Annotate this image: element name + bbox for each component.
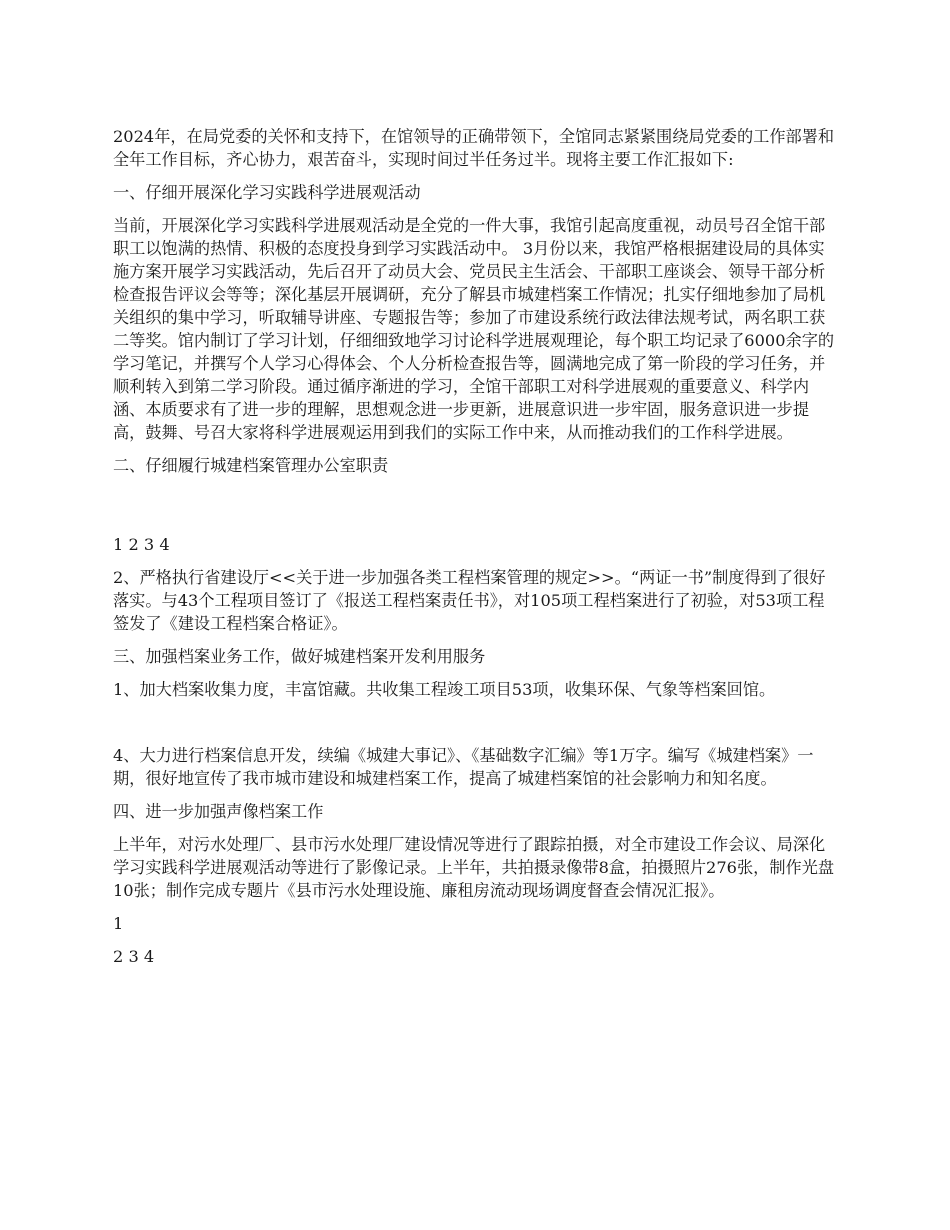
item-4-paragraph: 4、大力进行档案信息开发，续编《城建大事记》、《基础数字汇编》等1万字。编写《城建档案》一期，很好地宣传了我市城市建设和城建档案工作，提高了城建档案馆的社会影响力和知名度。 xyxy=(113,746,814,788)
item-1-paragraph: 1、加大档案收集力度，丰富馆藏。共收集工程竣工项目53项，收集环保、气象等档案回馆。 xyxy=(113,680,776,699)
page-number-1: 1 xyxy=(113,914,124,933)
section-heading-4: 四、进一步加强声像档案工作 xyxy=(113,802,324,821)
item-2-paragraph: 2、严格执行省建设厅<<关于进一步加强各类工程档案管理的规定>>。“两证一书”制度得到了很好落实。与43个工程项目签订了《报送工程档案责任书》，对105项工程档案进行了初验，对53项工程签发了《建设工程档案合格证》。 xyxy=(113,568,826,633)
page-numbers-2-4: 2 3 4 xyxy=(113,947,155,966)
intro-paragraph: 2024年，在局党委的关怀和支持下，在馆领导的正确带领下，全馆同志紧紧围绕局党委的工作部署和全年工作目标，齐心协力，艰苦奋斗，实现时间过半任务过半。现将主要工作汇报如下: xyxy=(113,127,835,169)
list-numbers: 1 2 3 4 xyxy=(113,535,170,554)
document-page xyxy=(113,125,840,968)
section-heading-2: 二、仔细履行城建档案管理办公室职责 xyxy=(113,456,389,475)
section-4-body: 上半年，对污水处理厂、县市污水处理厂建设情况等进行了跟踪拍摄，对全市建设工作会议、局深化学习实践科学进展观活动等进行了影像记录。上半年，共拍摄录像带8盒，拍摄照片276张，制作光盘10张；制作完成专题片《县市污水处理设施、廉租房流动现场调度督查会情况汇报》。 xyxy=(113,835,835,900)
section-heading-1: 一、仔细开展深化学习实践科学进展观活动 xyxy=(113,183,421,202)
section-1-body: 当前，开展深化学习实践科学进展观活动是全党的一件大事，我馆引起高度重视，动员号召全馆干部职工以饱满的热情、积极的态度投身到学习实践活动中。 3月份以来，我馆严格根据建设局的具体实施方案开展学习实践活动，先后召开了动员大会、党员民主生活会、干部职工座谈会、领导干部分析检查报告评议会等等；深化基层开展调研，充分了解县市城建档案工作情况；扎实仔细地参加了局机关组织的集中学习，听取辅导讲座、专题报告等；参加了市建设系统行政法律法规考试，两名职工获二等奖。馆内制订了学习计划，仔细细致地学习讨论科学进展观理论，每个职工均记录了6000余字的学习笔记，并撰写个人学习心得体会、个人分析检查报告等，圆满地完成了第一阶段的学习任务，并顺利转入到第二学习阶段。通过循序渐进的学习，全馆干部职工对科学进展观的重要意义、科学内涵、本质要求有了进一步的理解，思想观念进一步更新，进展意识进一步牢固，服务意识进一步提高，鼓舞、号召大家将科学进展观运用到我们的实际工作中来，从而推动我们的工作科学进展。 xyxy=(113,216,835,442)
section-heading-3: 三、加强档案业务工作，做好城建档案开发利用服务 xyxy=(113,647,486,666)
